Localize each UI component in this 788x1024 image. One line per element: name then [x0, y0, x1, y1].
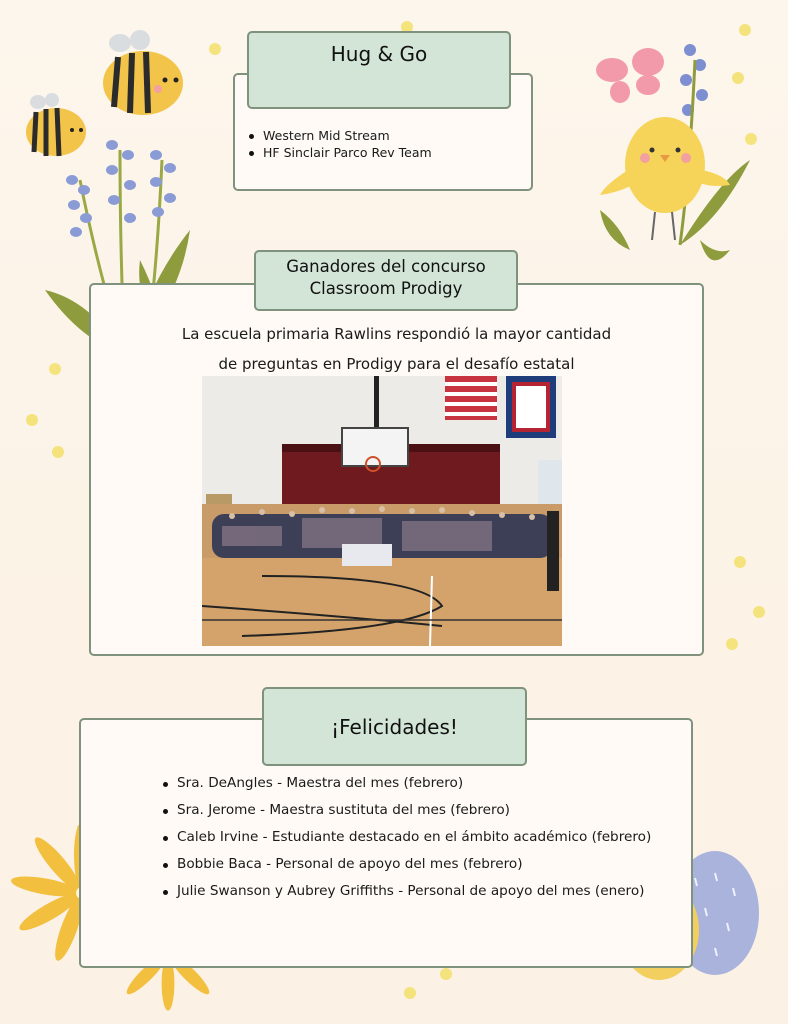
list-item: Sra. Jerome - Maestra sustituta del mes (febrero)	[163, 797, 651, 824]
chick-butterfly-icon	[590, 30, 760, 290]
bee-icon	[100, 25, 200, 125]
section-title: Hug & Go	[330, 42, 428, 66]
section-title: Ganadores del concurso Classroom Prodigy	[286, 257, 486, 298]
prodigy-description: La escuela primaria Rawlins respondió la mayor cantidad de preguntas en Prodigy para el desafío estatal	[181, 325, 612, 373]
section-title: ¡Felicidades!	[331, 715, 458, 739]
gym-group-photo	[202, 376, 562, 646]
felicidades-header	[262, 687, 527, 766]
list-item: Sra. DeAngles - Maestra del mes (febrero)	[163, 770, 651, 797]
hug-go-list	[249, 127, 432, 161]
hug-go-header	[247, 31, 511, 109]
list-item: Julie Swanson y Aubrey Griffiths - Personal de apoyo del mes (enero)	[163, 878, 651, 905]
list-item: Western Mid Stream	[249, 127, 432, 144]
list-item: Bobbie Baca - Personal de apoyo del mes (febrero)	[163, 851, 651, 878]
felicidades-list	[163, 770, 651, 905]
bee-small-icon	[24, 90, 94, 160]
list-item: Caleb Irvine - Estudiante destacado en el ámbito académico (febrero)	[163, 824, 651, 851]
prodigy-header	[254, 250, 518, 311]
list-item: HF Sinclair Parco Rev Team	[249, 144, 432, 161]
